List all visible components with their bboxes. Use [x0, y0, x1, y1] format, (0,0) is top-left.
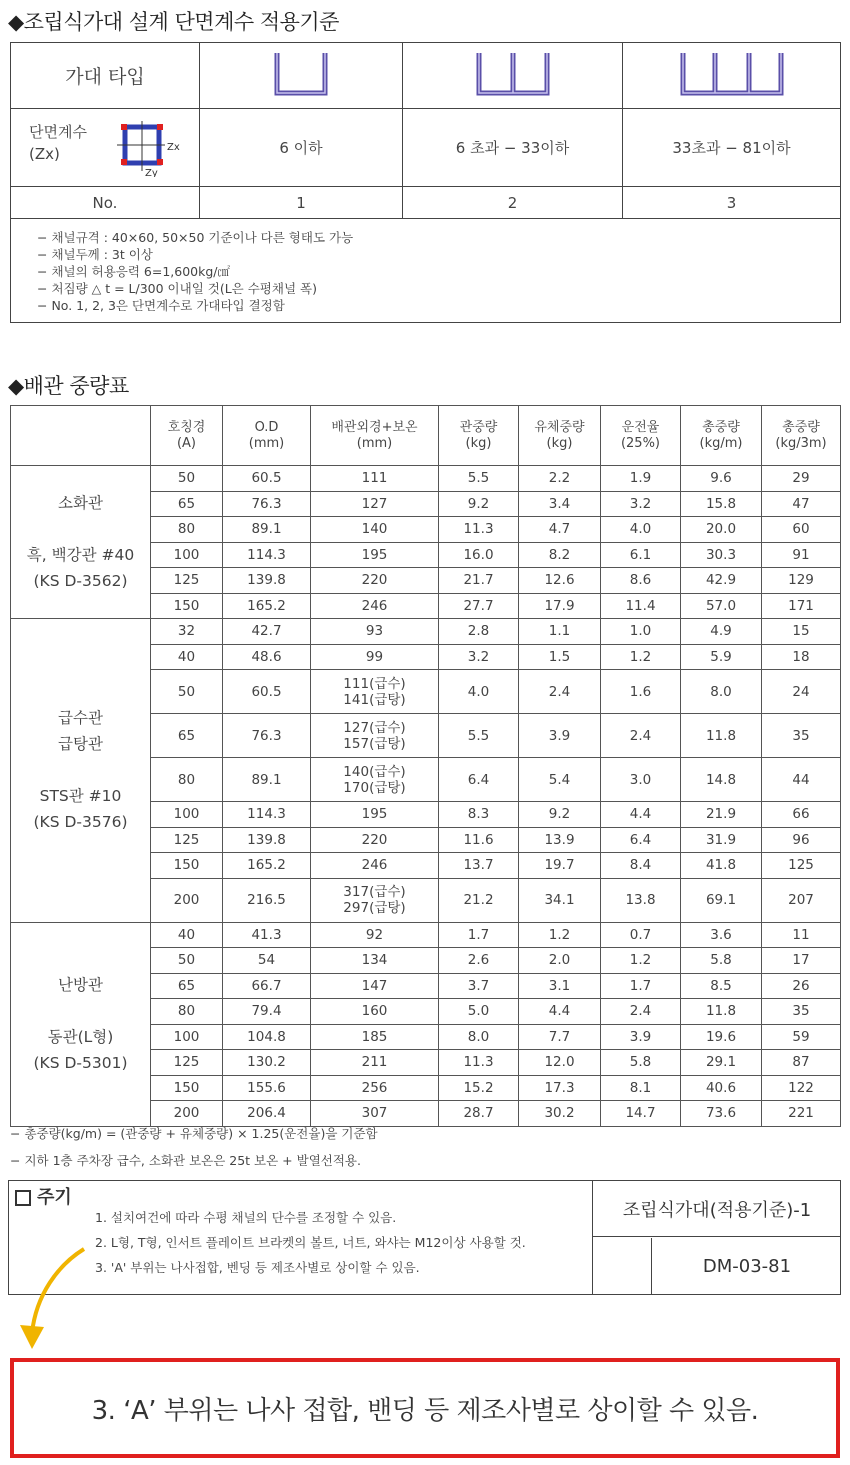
pipe-group-label-line: 소화관	[58, 494, 103, 512]
table-cell: 47	[762, 491, 841, 517]
channel-note: − 채널의 허용응력 6=1,600kg/㎠	[37, 264, 231, 279]
checkbox-square-icon	[15, 1190, 31, 1206]
column-header-line: 관중량	[459, 419, 498, 435]
column-header	[519, 406, 601, 466]
table-cell: 42.9	[681, 568, 762, 594]
no-value-1: 1	[200, 187, 403, 219]
table-cell: 5.5	[439, 714, 519, 758]
column-header-line: O.D	[254, 419, 279, 435]
table-cell: 4.0	[439, 670, 519, 714]
table-cell: 11.4	[601, 593, 681, 619]
zx-label-line2: (Zx)	[29, 145, 60, 163]
column-header-line: (mm)	[248, 435, 285, 451]
table-cell: 66	[762, 802, 841, 828]
pipe-group-label-line: (KS D-3562)	[33, 572, 128, 590]
table-cell: 2.8	[439, 619, 519, 645]
yellow-arrow-icon	[10, 1245, 90, 1355]
column-header-line: 총중량	[702, 419, 740, 435]
table-cell: 26	[762, 973, 841, 999]
table-cell: 5.4	[519, 758, 601, 802]
table-cell: 13.7	[439, 853, 519, 879]
table-cell: 122	[762, 1075, 841, 1101]
channel-type-2	[403, 43, 623, 109]
table-cell: 34.1	[519, 878, 601, 922]
column-header-line: (A)	[176, 435, 197, 451]
table-cell: 16.0	[439, 542, 519, 568]
table-cell: 2.2	[519, 466, 601, 492]
table-cell: 24	[762, 670, 841, 714]
column-header-line: (25%)	[620, 435, 661, 451]
table-cell: 44	[762, 758, 841, 802]
table-cell: 150	[151, 1075, 223, 1101]
table-cell: 35	[762, 714, 841, 758]
pipe-group-label-line	[11, 757, 150, 783]
table-cell: 8.5	[681, 973, 762, 999]
table-cell: 50	[151, 670, 223, 714]
table-cell: 2.0	[519, 948, 601, 974]
column-header-line: 총중량	[782, 419, 820, 435]
table-cell: 9.2	[519, 802, 601, 828]
table-cell-line: 141(급탕)	[343, 691, 406, 708]
table-cell: 35	[762, 999, 841, 1025]
table-cell: 5.0	[439, 999, 519, 1025]
no-value-2: 2	[403, 187, 623, 219]
channel-type-3	[623, 43, 841, 109]
table-cell: 1.6	[601, 670, 681, 714]
table-cell: 19.7	[519, 853, 601, 879]
table-cell: 87	[762, 1050, 841, 1076]
table-cell: 31.9	[681, 827, 762, 853]
table-cell: 29	[762, 466, 841, 492]
table-row	[11, 922, 841, 948]
table-cell: 6.1	[601, 542, 681, 568]
table-cell: 139.8	[223, 568, 311, 594]
table-cell: 20.0	[681, 517, 762, 543]
no-value-3: 3	[623, 187, 841, 219]
table-cell: 104.8	[223, 1024, 311, 1050]
table-cell: 99	[311, 644, 439, 670]
table-cell: 5.8	[601, 1050, 681, 1076]
table-cell: 150	[151, 853, 223, 879]
highlight-callout: 3. ‘A’ 부위는 나사 접합, 밴딩 등 제조사별로 상이할 수 있음.	[10, 1358, 840, 1458]
table-cell: 11.3	[439, 1050, 519, 1076]
table-cell: 3.9	[601, 1024, 681, 1050]
table-cell: 307	[311, 1101, 439, 1127]
table-cell: 3.9	[519, 714, 601, 758]
column-header-line: (mm)	[356, 435, 393, 451]
table-cell: 11.8	[681, 999, 762, 1025]
pipe-group-label-line: 흑, 백강관 #40	[26, 546, 135, 564]
table-cell: 125	[151, 568, 223, 594]
table-cell: 216.5	[223, 878, 311, 922]
pipe-group-label-line: 동관(L형)	[47, 1028, 114, 1046]
notes-item: 3. 'A' 부위는 나사접합, 벤딩 등 제조사별로 상이할 수 있음.	[95, 1260, 420, 1275]
table-cell: 21.9	[681, 802, 762, 828]
section-modulus-icon	[115, 121, 187, 177]
table-cell-line: 297(급탕)	[343, 900, 406, 916]
table-cell: 8.6	[601, 568, 681, 594]
table-cell: 125	[151, 827, 223, 853]
table-cell: 5.5	[439, 466, 519, 492]
table-cell: 40	[151, 922, 223, 948]
column-header	[151, 406, 223, 466]
table-cell: 246	[311, 593, 439, 619]
table-cell: 91	[762, 542, 841, 568]
table-cell: 18	[762, 644, 841, 670]
profile-table	[10, 42, 841, 323]
channel-note: − 채널규격 : 40×60, 50×50 기준이나 다른 형태도 가능	[37, 230, 354, 245]
table-cell-line: 111(급수)	[343, 675, 406, 692]
table-cell: 60.5	[223, 466, 311, 492]
table-row	[11, 619, 841, 645]
pipe-group-label	[11, 466, 151, 619]
table-cell: 2.6	[439, 948, 519, 974]
table-cell: 9.6	[681, 466, 762, 492]
table-cell: 21.2	[439, 878, 519, 922]
table-cell: 8.1	[601, 1075, 681, 1101]
table-cell: 220	[311, 827, 439, 853]
table-cell: 3.0	[601, 758, 681, 802]
table-cell: 50	[151, 948, 223, 974]
table-cell: 125	[151, 1050, 223, 1076]
table-cell: 114.3	[223, 542, 311, 568]
table-cell: 3.2	[439, 644, 519, 670]
column-header	[762, 406, 841, 466]
table-cell: 17.3	[519, 1075, 601, 1101]
table-cell: 4.9	[681, 619, 762, 645]
table-cell: 150	[151, 593, 223, 619]
table-cell: 48.6	[223, 644, 311, 670]
table-cell: 127	[311, 491, 439, 517]
pipe-weight-table	[10, 405, 841, 1127]
table-cell: 92	[311, 922, 439, 948]
table-cell: 165.2	[223, 593, 311, 619]
table-cell: 6.4	[439, 758, 519, 802]
pipe-group-label-line: 난방관	[58, 976, 103, 994]
table-cell: 9.2	[439, 491, 519, 517]
table-cell: 41.8	[681, 853, 762, 879]
table-cell: 11.8	[681, 714, 762, 758]
table-cell: 3.4	[519, 491, 601, 517]
axis-zy-label: Zy	[145, 168, 158, 177]
table-cell: 1.1	[519, 619, 601, 645]
table-cell: 140	[311, 517, 439, 543]
table-cell: 13.8	[601, 878, 681, 922]
column-header-line: (kg)	[546, 435, 573, 451]
table-cell: 147	[311, 973, 439, 999]
table-cell: 54	[223, 948, 311, 974]
table-cell: 17.9	[519, 593, 601, 619]
table-cell: 195	[311, 802, 439, 828]
table-cell: 207	[762, 878, 841, 922]
zx-row-label	[11, 109, 200, 187]
header-blank	[11, 406, 151, 466]
pipe-group-label-line: 급탕관	[58, 735, 103, 754]
table-cell: 8.0	[681, 670, 762, 714]
channel-note: − 처짐량 △ t = L/300 이내일 것(L은 수평채널 폭)	[37, 281, 317, 296]
table-cell: 27.7	[439, 593, 519, 619]
table-cell: 2.4	[601, 999, 681, 1025]
table-cell: 13.9	[519, 827, 601, 853]
table-cell: 17	[762, 948, 841, 974]
table-cell-line: 170(급탕)	[343, 779, 406, 796]
table-cell: 59	[762, 1024, 841, 1050]
table-cell: 1.7	[601, 973, 681, 999]
table-cell: 0.7	[601, 922, 681, 948]
table-cell: 12.6	[519, 568, 601, 594]
table-cell-line: 140(급수)	[343, 763, 406, 780]
table-cell: 14.8	[681, 758, 762, 802]
table-cell: 7.7	[519, 1024, 601, 1050]
table-cell: 3.7	[439, 973, 519, 999]
pipe-group-label	[11, 922, 151, 1126]
table-cell: 114.3	[223, 802, 311, 828]
column-header-line: 유체중량	[534, 419, 585, 435]
table-cell: 2.4	[519, 670, 601, 714]
pipe-group-label-line	[11, 516, 150, 542]
table-cell: 200	[151, 878, 223, 922]
channel-type-1	[200, 43, 403, 109]
notes-item: 2. L형, T형, 인서트 플레이트 브라켓의 볼트, 너트, 와샤는 M12이상 사용할 것.	[95, 1235, 526, 1250]
table-cell: 65	[151, 714, 223, 758]
column-header-line: (kg/m)	[699, 435, 743, 451]
table-cell: 32	[151, 619, 223, 645]
pipe-group-label-line: (KS D-3576)	[33, 813, 128, 832]
doc-info-panel	[592, 1181, 841, 1294]
notes-title-text: 주기	[37, 1187, 72, 1208]
column-header-line: 배관외경+보온	[331, 419, 418, 435]
no-row-label: No.	[11, 187, 200, 219]
table-cell: 100	[151, 542, 223, 568]
table-cell	[311, 714, 439, 758]
table-cell-line: 317(급수)	[343, 884, 406, 900]
table-cell: 11.3	[439, 517, 519, 543]
table-cell: 30.2	[519, 1101, 601, 1127]
table-cell: 29.1	[681, 1050, 762, 1076]
channel-notes	[11, 219, 841, 323]
table-cell: 1.2	[519, 922, 601, 948]
axis-zx-label: Zx	[167, 142, 180, 153]
notes-item: 1. 설치여건에 따라 수평 채널의 단수를 조정할 수 있음.	[95, 1210, 397, 1225]
table-cell: 125	[762, 853, 841, 879]
table-cell: 4.4	[519, 999, 601, 1025]
table-cell: 200	[151, 1101, 223, 1127]
channel-note: − No. 1, 2, 3은 단면계수로 가대타입 결정함	[37, 298, 285, 313]
doc-title: 조립식가대(적용기준)-1	[593, 1181, 841, 1237]
doc-code: DM-03-81	[702, 1255, 792, 1277]
table-cell: 76.3	[223, 491, 311, 517]
pipe-group-label-line: STS관 #10	[39, 787, 122, 806]
table-cell: 8.3	[439, 802, 519, 828]
table-cell: 60.5	[223, 670, 311, 714]
column-header	[223, 406, 311, 466]
column-header-line: (kg/3m)	[775, 435, 827, 451]
table-cell: 206.4	[223, 1101, 311, 1127]
table-cell: 89.1	[223, 517, 311, 543]
table-cell: 40.6	[681, 1075, 762, 1101]
column-header	[439, 406, 519, 466]
column-header-line: 호칭경	[167, 419, 206, 435]
table-cell: 69.1	[681, 878, 762, 922]
footnote-2: − 지하 1층 주차장 급수, 소화관 보온은 25t 보온 + 발열선적용.	[10, 1153, 361, 1168]
table-cell: 100	[151, 1024, 223, 1050]
pipe-group-label-line	[11, 998, 150, 1024]
table-cell: 60	[762, 517, 841, 543]
table-cell: 4.7	[519, 517, 601, 543]
table-cell	[311, 670, 439, 714]
zx-label-line1: 단면계수	[29, 123, 87, 141]
table-cell-line: 157(급탕)	[343, 735, 406, 752]
table-cell: 256	[311, 1075, 439, 1101]
table-cell: 40	[151, 644, 223, 670]
table-cell: 80	[151, 999, 223, 1025]
table-cell: 4.4	[601, 802, 681, 828]
table-cell: 76.3	[223, 714, 311, 758]
table-cell: 246	[311, 853, 439, 879]
table-cell: 6.4	[601, 827, 681, 853]
table-cell: 3.2	[601, 491, 681, 517]
table-cell: 139.8	[223, 827, 311, 853]
column-header	[681, 406, 762, 466]
column-header-line: 운전율	[621, 419, 660, 435]
zx-value-1: 6 이하	[200, 109, 403, 187]
table-cell: 171	[762, 593, 841, 619]
table-cell: 50	[151, 466, 223, 492]
table-cell: 12.0	[519, 1050, 601, 1076]
table-cell: 80	[151, 758, 223, 802]
pipe-group-label	[11, 619, 151, 923]
table-cell: 1.2	[601, 644, 681, 670]
table-cell: 30.3	[681, 542, 762, 568]
table-cell: 211	[311, 1050, 439, 1076]
table-cell	[311, 758, 439, 802]
table-cell: 41.3	[223, 922, 311, 948]
column-header	[311, 406, 439, 466]
type-row-label: 가대 타입	[11, 43, 200, 109]
notes-box	[8, 1180, 841, 1295]
table-cell: 65	[151, 973, 223, 999]
table-cell: 155.6	[223, 1075, 311, 1101]
table-cell: 1.5	[519, 644, 601, 670]
table-cell: 1.9	[601, 466, 681, 492]
table-cell: 220	[311, 568, 439, 594]
column-header-line: (kg)	[465, 435, 492, 451]
section2-title: ◆배관 중량표	[8, 374, 129, 398]
table-cell: 65	[151, 491, 223, 517]
table-cell: 5.8	[681, 948, 762, 974]
table-cell: 8.2	[519, 542, 601, 568]
table-cell: 73.6	[681, 1101, 762, 1127]
table-cell-line: 127(급수)	[343, 719, 406, 736]
table-cell: 129	[762, 568, 841, 594]
table-cell: 3.6	[681, 922, 762, 948]
table-cell: 2.4	[601, 714, 681, 758]
table-cell: 3.1	[519, 973, 601, 999]
table-cell: 160	[311, 999, 439, 1025]
table-cell: 89.1	[223, 758, 311, 802]
table-cell: 11	[762, 922, 841, 948]
column-header	[601, 406, 681, 466]
table-cell: 165.2	[223, 853, 311, 879]
table-cell: 21.7	[439, 568, 519, 594]
table-cell: 66.7	[223, 973, 311, 999]
table-cell: 93	[311, 619, 439, 645]
table-cell: 195	[311, 542, 439, 568]
table-cell: 1.2	[601, 948, 681, 974]
table-cell: 15.2	[439, 1075, 519, 1101]
table-cell: 111	[311, 466, 439, 492]
table-cell: 42.7	[223, 619, 311, 645]
table-cell: 15	[762, 619, 841, 645]
section1-title: ◆조립식가대 설계 단면계수 적용기준	[8, 10, 339, 34]
zx-value-3: 33초과 − 81이하	[623, 109, 841, 187]
table-cell: 5.9	[681, 644, 762, 670]
zx-value-2: 6 초과 − 33이하	[403, 109, 623, 187]
table-row	[11, 466, 841, 492]
footnote-1: − 총중량(kg/m) = (관중량 + 유체중량) × 1.25(운전율)을 기준함	[10, 1126, 378, 1141]
table-cell: 8.4	[601, 853, 681, 879]
table-cell: 57.0	[681, 593, 762, 619]
table-cell: 96	[762, 827, 841, 853]
table-cell: 11.6	[439, 827, 519, 853]
notes-title	[15, 1183, 72, 1209]
channel-note: − 채널두께 : 3t 이상	[37, 247, 153, 262]
table-cell: 134	[311, 948, 439, 974]
pipe-group-label-line: (KS D-5301)	[33, 1054, 128, 1072]
table-cell: 100	[151, 802, 223, 828]
table-cell: 221	[762, 1101, 841, 1127]
table-cell: 8.0	[439, 1024, 519, 1050]
table-cell: 14.7	[601, 1101, 681, 1127]
table-cell: 80	[151, 517, 223, 543]
table-cell: 4.0	[601, 517, 681, 543]
table-cell: 79.4	[223, 999, 311, 1025]
table-cell: 15.8	[681, 491, 762, 517]
table-cell: 1.0	[601, 619, 681, 645]
table-cell: 28.7	[439, 1101, 519, 1127]
table-cell	[311, 878, 439, 922]
table-cell: 19.6	[681, 1024, 762, 1050]
table-cell: 185	[311, 1024, 439, 1050]
table-cell: 130.2	[223, 1050, 311, 1076]
table-cell: 1.7	[439, 922, 519, 948]
pipe-group-label-line: 급수관	[58, 709, 103, 728]
